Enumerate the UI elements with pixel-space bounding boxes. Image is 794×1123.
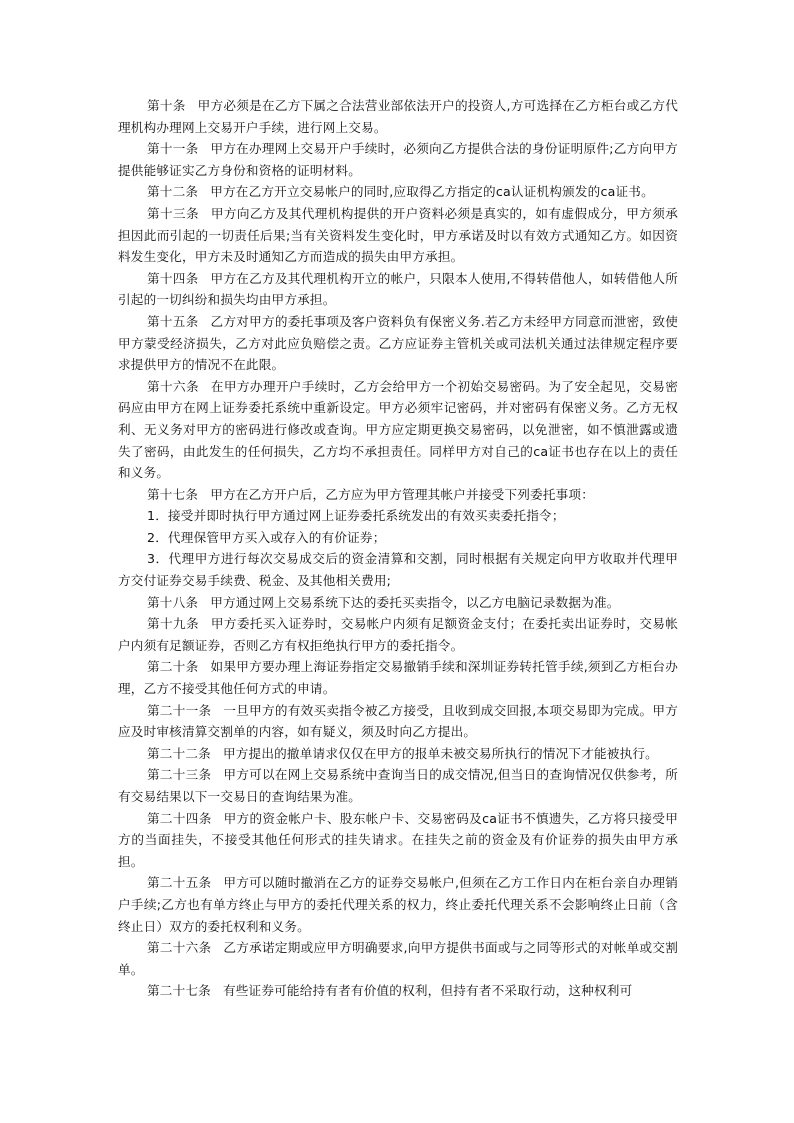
clause-26 xyxy=(118,937,678,980)
clause-number: 第十四条 xyxy=(147,270,199,286)
clause-13 xyxy=(118,203,678,268)
document-page xyxy=(118,95,678,1002)
clause-17-item-1 xyxy=(118,505,678,527)
clause-text: 甲方可以随时撤消在乙方的证券交易帐户,但须在乙方工作日内在柜台亲自办理销户手续;乙方也有单方终止与甲方的委托代理关系的权力，终止委托代理关系不会影响终止日前（含终止日）双方的委托权利和义务。 xyxy=(118,875,679,934)
clause-text: 乙方承诺定期或应甲方明确要求,向甲方提供书面或与之同等形式的对帐单或交割单。 xyxy=(118,940,679,977)
clause-text: 有些证券可能给持有者有价值的权利，但持有者不采取行动，这种权利可 xyxy=(222,983,633,999)
clause-11 xyxy=(118,138,678,181)
clause-number: 第十二条 xyxy=(147,184,199,200)
clause-text: 甲方在乙方开立交易帐户的同时,应取得乙方指定的ca认证机构颁发的ca证书。 xyxy=(210,184,654,200)
clause-text: 甲方委托买入证券时，交易帐户内须有足额资金支付；在委托卖出证券时，交易帐户内须有足额证券，否则乙方有权拒绝执行甲方的委托指令。 xyxy=(118,616,678,653)
clause-17 xyxy=(118,484,678,506)
clause-number: 第十八条 xyxy=(147,594,199,610)
clause-12 xyxy=(118,181,678,203)
clause-19 xyxy=(118,613,678,656)
clause-number: 第十条 xyxy=(147,98,186,113)
clause-14 xyxy=(118,268,678,311)
clause-text: 甲方可以在网上交易系统中查询当日的成交情况,但当日的查询情况仅供参考，所有交易结果以下一交易日的查询结果为准。 xyxy=(118,767,679,804)
clause-22 xyxy=(118,743,678,765)
clause-number: 第十七条 xyxy=(147,486,199,502)
clause-number: 第十五条 xyxy=(147,313,199,329)
clause-number: 第二十二条 xyxy=(147,745,211,761)
clause-text: 如果甲方要办理上海证券指定交易撤销手续和深圳证券转托管手续,须到乙方柜台办理，乙方不接受其他任何方式的申请。 xyxy=(118,659,678,697)
clause-number: 第二十条 xyxy=(147,659,199,675)
clause-text: 甲方通过网上交易系统下达的委托买卖指令，以乙方电脑记录数据为准。 xyxy=(210,594,620,610)
clause-number: 第二十三条 xyxy=(147,767,212,783)
clause-text: 乙方对甲方的委托事项及客户资料负有保密义务.若乙方未经甲方同意而泄密，致使甲方蒙受经济损失，乙方对此应负赔偿之责。乙方应证券主管机关或司法机关通过法律规定程序要求提供甲方的情况不在此限。 xyxy=(118,313,678,373)
clause-text: 一旦甲方的有效买卖指令被乙方接受，且收到成交回报,本项交易即为完成。甲方应及时审核清算交割单的内容，如有疑义，须及时向乙方提出。 xyxy=(118,702,679,740)
clause-10 xyxy=(118,95,678,138)
clause-20 xyxy=(118,656,678,699)
list-item-text: 2．代理保管甲方买入或存入的有价证券； xyxy=(147,529,386,545)
clause-number: 第二十一条 xyxy=(147,702,212,718)
clause-15 xyxy=(118,311,678,376)
list-item-text: 3．代理甲方进行每次交易成交后的资金清算和交割，同时根据有关规定向甲方收取并代理甲方交付证券交易手续费、税金、及其他相关费用; xyxy=(118,551,678,589)
clause-number: 第十六条 xyxy=(147,378,199,394)
clause-text: 在甲方办理开户手续时，乙方会给甲方一个初始交易密码。为了安全起见，交易密码应由甲方在网上证券委托系统中重新设定。甲方必须牢记密码，并对密码有保密义务。乙方无权利、无义务对甲方的密码进行修改或查询。甲方应定期更换交易密码，以免泄密，如不慎泄露或遗失了密码，由此发生的任何损失，乙方均不承担责任。同样甲方对自己的ca证书也存在以上的责任和义务。 xyxy=(118,378,678,481)
clause-17-item-3 xyxy=(118,548,678,591)
clause-21 xyxy=(118,700,678,743)
clause-number: 第十三条 xyxy=(147,205,199,221)
clause-text: 甲方在办理网上交易开户手续时，必须向乙方提供合法的身份证明原件;乙方向甲方提供能够证实乙方身份和资格的证明材料。 xyxy=(118,141,678,178)
clause-23 xyxy=(118,764,678,807)
clause-number: 第十九条 xyxy=(147,616,199,632)
clause-number: 第二十四条 xyxy=(147,810,212,826)
clause-18 xyxy=(118,592,678,614)
clause-24 xyxy=(118,808,678,873)
clause-16 xyxy=(118,376,678,484)
clause-text: 甲方在乙方开户后，乙方应为甲方管理其帐户并接受下列委托事项： xyxy=(210,486,594,502)
clause-17-item-2 xyxy=(118,527,678,549)
clause-text: 甲方向乙方及其代理机构提供的开户资料必须是真实的，如有虚假成分，甲方须承担因此而引起的一切责任后果;当有关资料发生变化时，甲方承诺及时以有效方式通知乙方。如因资料发生变化，甲方未及时通知乙方而造成的损失由甲方承担。 xyxy=(118,205,678,265)
clause-number: 第十一条 xyxy=(147,141,199,157)
list-item-text: 1．接受并即时执行甲方通过网上证券委托系统发出的有效买卖委托指令； xyxy=(147,508,565,524)
clause-text: 甲方必须是在乙方下属之合法营业部依法开户的投资人,方可选择在乙方柜台或乙方代理机构办理网上交易开户手续，进行网上交易。 xyxy=(118,98,678,135)
clause-text: 甲方的资金帐户卡、股东帐户卡、交易密码及ca证书不慎遗失，乙方将只接受甲方的当面挂失，不接受其他任何形式的挂失请求。在挂失之前的资金及有价证券的损失由甲方承担。 xyxy=(118,810,679,869)
clause-number: 第二十五条 xyxy=(147,875,212,891)
clause-25 xyxy=(118,872,678,937)
clause-27 xyxy=(118,980,678,1002)
clause-text: 甲方提出的撤单请求仅仅在甲方的报单未被交易所执行的情况下才能被执行。 xyxy=(222,745,658,761)
clause-number: 第二十七条 xyxy=(147,983,211,999)
clause-number: 第二十六条 xyxy=(147,940,212,956)
clause-text: 甲方在乙方及其代理机构开立的帐户，只限本人使用,不得转借他人，如转借他人所引起的一切纠纷和损失均由甲方承担。 xyxy=(118,270,678,308)
